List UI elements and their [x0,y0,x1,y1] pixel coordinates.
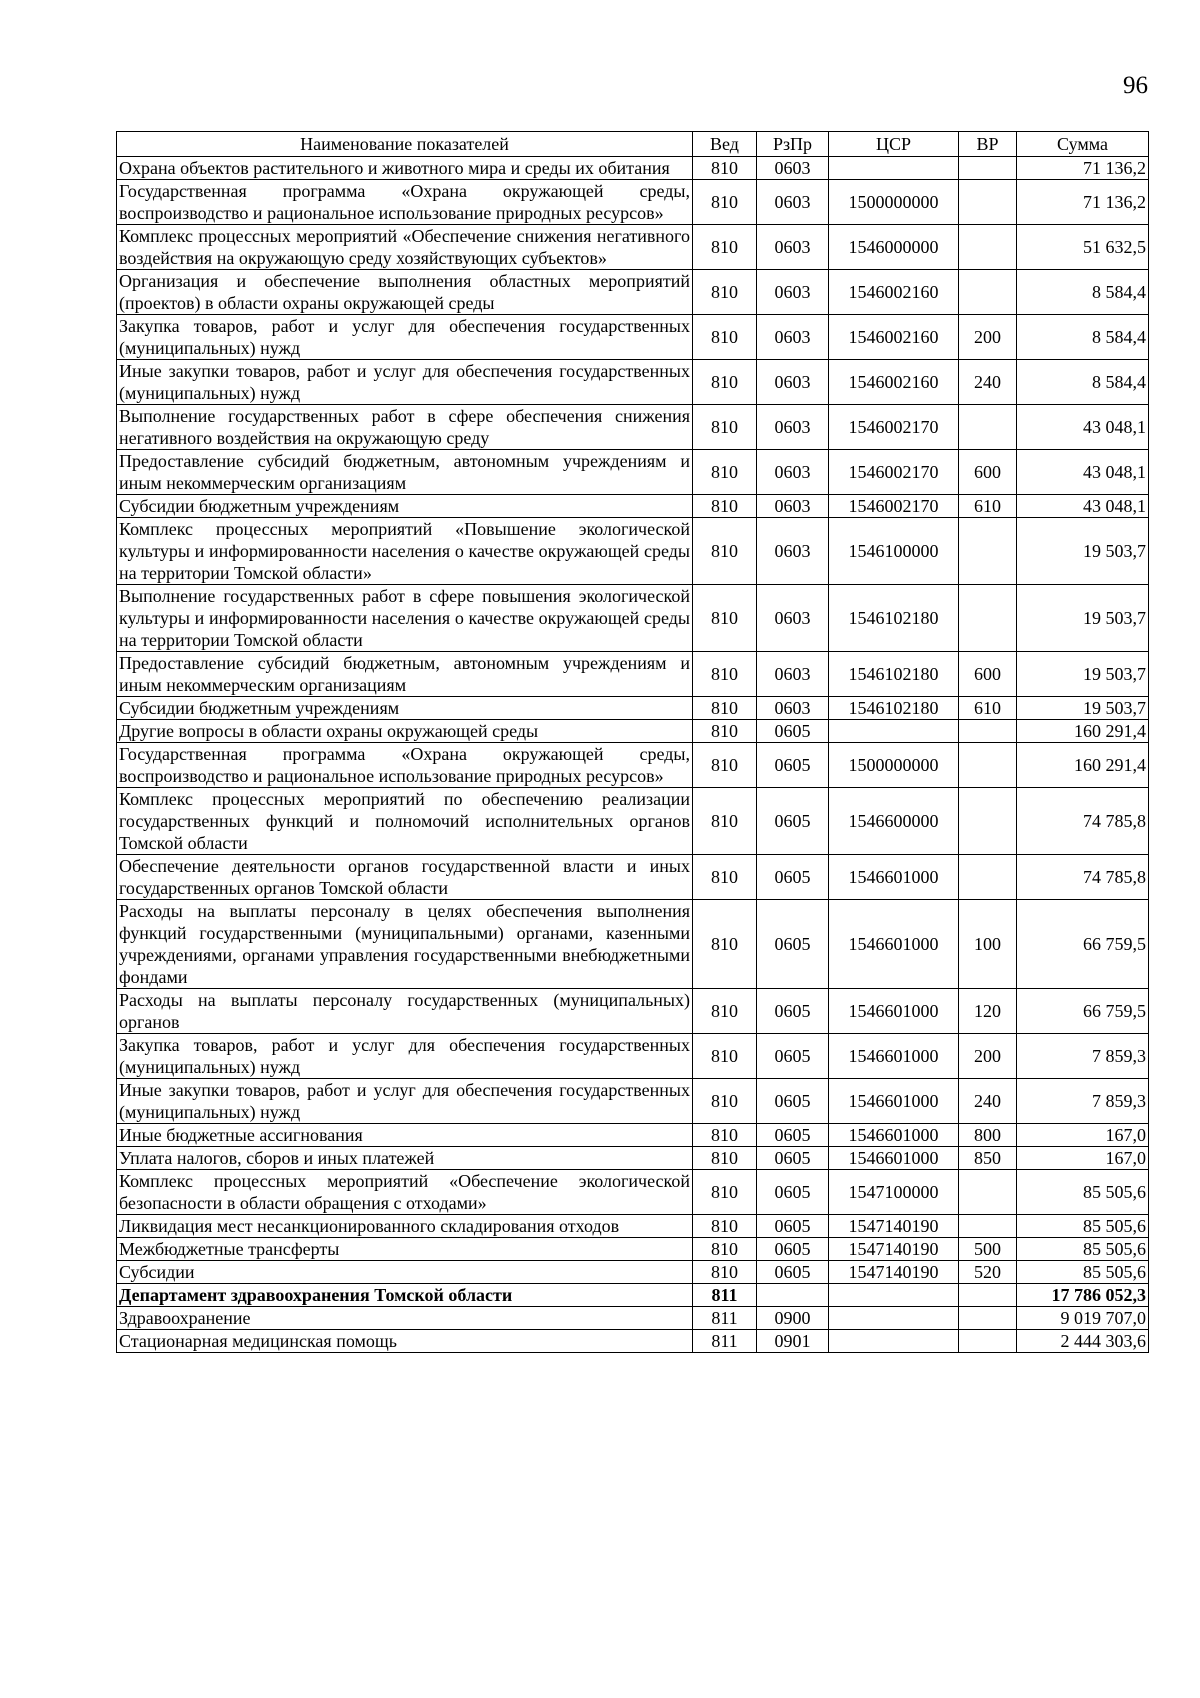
row-name: Закупка товаров, работ и услуг для обеспечения государственных (муниципальных) нужд [117,315,693,360]
row-csr: 1547100000 [829,1170,959,1215]
row-sum: 85 505,6 [1017,1170,1149,1215]
row-csr: 1546601000 [829,855,959,900]
row-sum: 66 759,5 [1017,900,1149,989]
row-ved: 810 [693,1170,757,1215]
row-sum: 43 048,1 [1017,495,1149,518]
row-ved: 810 [693,1215,757,1238]
row-ved: 810 [693,518,757,585]
row-name: Иные закупки товаров, работ и услуг для обеспечения государственных (муниципальных) нужд [117,360,693,405]
row-ved: 810 [693,989,757,1034]
table-row [117,1330,1149,1353]
row-ved: 810 [693,720,757,743]
row-csr [829,1284,959,1307]
row-vr [959,270,1017,315]
row-ved: 810 [693,225,757,270]
row-vr [959,1215,1017,1238]
row-name: Субсидии бюджетным учреждениям [117,495,693,518]
row-csr: 1546002170 [829,405,959,450]
row-rzpr: 0603 [757,157,829,180]
row-csr: 1547140190 [829,1215,959,1238]
table-row [117,1170,1149,1215]
row-csr: 1546102180 [829,585,959,652]
row-sum: 8 584,4 [1017,270,1149,315]
row-csr: 1546000000 [829,225,959,270]
row-vr [959,788,1017,855]
row-sum: 85 505,6 [1017,1215,1149,1238]
row-csr [829,157,959,180]
row-rzpr: 0605 [757,1215,829,1238]
row-ved: 811 [693,1284,757,1307]
row-csr: 1547140190 [829,1238,959,1261]
row-vr [959,1284,1017,1307]
row-rzpr: 0603 [757,270,829,315]
row-rzpr: 0603 [757,652,829,697]
row-rzpr: 0605 [757,1124,829,1147]
row-csr: 1547140190 [829,1261,959,1284]
row-rzpr: 0605 [757,720,829,743]
row-name: Иные закупки товаров, работ и услуг для обеспечения государственных (муниципальных) нужд [117,1079,693,1124]
row-name: Охрана объектов растительного и животного мира и среды их обитания [117,157,693,180]
row-name: Комплекс процессных мероприятий «Обеспечение снижения негативного воздействия на окружающую среду хозяйствующих субъектов» [117,225,693,270]
row-ved: 811 [693,1307,757,1330]
row-sum: 160 291,4 [1017,720,1149,743]
row-ved: 810 [693,743,757,788]
table-row [117,405,1149,450]
row-name: Департамент здравоохранения Томской области [117,1284,693,1307]
table-row [117,518,1149,585]
row-name: Иные бюджетные ассигнования [117,1124,693,1147]
row-vr: 500 [959,1238,1017,1261]
row-rzpr: 0605 [757,1238,829,1261]
row-vr: 610 [959,697,1017,720]
row-rzpr: 0605 [757,788,829,855]
row-sum: 19 503,7 [1017,697,1149,720]
row-vr: 240 [959,1079,1017,1124]
row-sum: 19 503,7 [1017,585,1149,652]
row-vr: 120 [959,989,1017,1034]
table-row [117,1034,1149,1079]
row-vr: 610 [959,495,1017,518]
row-sum: 74 785,8 [1017,855,1149,900]
row-csr: 1546600000 [829,788,959,855]
row-sum: 71 136,2 [1017,157,1149,180]
budget-table [116,131,1149,1353]
row-sum: 43 048,1 [1017,450,1149,495]
row-rzpr [757,1284,829,1307]
row-rzpr: 0603 [757,360,829,405]
row-ved: 810 [693,270,757,315]
row-vr: 520 [959,1261,1017,1284]
row-name: Комплекс процессных мероприятий «Обеспечение экологической безопасности в области обращения с отходами» [117,1170,693,1215]
table-row [117,315,1149,360]
row-rzpr: 0605 [757,855,829,900]
row-rzpr: 0605 [757,1034,829,1079]
row-sum: 2 444 303,6 [1017,1330,1149,1353]
row-csr: 1546102180 [829,697,959,720]
row-vr [959,180,1017,225]
row-name: Государственная программа «Охрана окружающей среды, воспроизводство и рациональное использование природных ресурсов» [117,743,693,788]
row-rzpr: 0603 [757,495,829,518]
row-name: Организация и обеспечение выполнения областных мероприятий (проектов) в области охраны окружающей среды [117,270,693,315]
row-sum: 167,0 [1017,1147,1149,1170]
row-sum: 85 505,6 [1017,1238,1149,1261]
row-name: Субсидии бюджетным учреждениям [117,697,693,720]
row-csr: 1546102180 [829,652,959,697]
row-csr: 1546002160 [829,315,959,360]
row-rzpr: 0603 [757,225,829,270]
table-row [117,225,1149,270]
row-rzpr: 0901 [757,1330,829,1353]
row-vr: 600 [959,450,1017,495]
row-vr [959,585,1017,652]
header-vr: ВР [959,132,1017,157]
row-name: Другие вопросы в области охраны окружающей среды [117,720,693,743]
row-ved: 810 [693,652,757,697]
row-sum: 9 019 707,0 [1017,1307,1149,1330]
row-name: Выполнение государственных работ в сфере обеспечения снижения негативного воздействия на окружающую среду [117,405,693,450]
row-ved: 810 [693,180,757,225]
row-vr: 200 [959,1034,1017,1079]
row-csr: 1546002160 [829,270,959,315]
row-ved: 810 [693,900,757,989]
row-name: Государственная программа «Охрана окружающей среды, воспроизводство и рациональное использование природных ресурсов» [117,180,693,225]
row-vr: 600 [959,652,1017,697]
row-sum: 66 759,5 [1017,989,1149,1034]
table-body [117,157,1149,1353]
row-ved: 810 [693,315,757,360]
row-ved: 811 [693,1330,757,1353]
row-rzpr: 0605 [757,1147,829,1170]
table-row [117,1124,1149,1147]
row-vr [959,743,1017,788]
table-row [117,1261,1149,1284]
page-number: 96 [1123,72,1148,99]
row-rzpr: 0603 [757,518,829,585]
row-rzpr: 0603 [757,450,829,495]
row-name: Обеспечение деятельности органов государственной власти и иных государственных органов Томской области [117,855,693,900]
header-rzpr: РзПр [757,132,829,157]
row-vr [959,518,1017,585]
table-row [117,585,1149,652]
row-vr [959,225,1017,270]
row-rzpr: 0605 [757,989,829,1034]
row-ved: 810 [693,157,757,180]
row-vr [959,1330,1017,1353]
row-ved: 810 [693,1147,757,1170]
row-csr: 1546002170 [829,450,959,495]
row-csr: 1546601000 [829,1079,959,1124]
row-sum: 17 786 052,3 [1017,1284,1149,1307]
row-name: Расходы на выплаты персоналу в целях обеспечения выполнения функций государственными (муниципальными) органами, казенными учреждениями, органами управления государственными внебюджетными фондами [117,900,693,989]
table-row [117,855,1149,900]
row-csr: 1546601000 [829,1034,959,1079]
header-csr: ЦСР [829,132,959,157]
row-vr: 240 [959,360,1017,405]
row-rzpr: 0605 [757,1170,829,1215]
row-rzpr: 0603 [757,585,829,652]
row-csr: 1546601000 [829,1124,959,1147]
row-sum: 8 584,4 [1017,315,1149,360]
row-sum: 85 505,6 [1017,1261,1149,1284]
header-sum: Сумма [1017,132,1149,157]
row-sum: 160 291,4 [1017,743,1149,788]
row-sum: 71 136,2 [1017,180,1149,225]
row-sum: 7 859,3 [1017,1079,1149,1124]
row-sum: 7 859,3 [1017,1034,1149,1079]
row-rzpr: 0603 [757,180,829,225]
row-sum: 19 503,7 [1017,518,1149,585]
table-row [117,697,1149,720]
table-row [117,157,1149,180]
table-row [117,788,1149,855]
row-vr [959,720,1017,743]
row-vr [959,405,1017,450]
row-name: Ликвидация мест несанкционированного складирования отходов [117,1215,693,1238]
row-rzpr: 0605 [757,1261,829,1284]
table-row [117,360,1149,405]
row-csr: 1546601000 [829,989,959,1034]
row-ved: 810 [693,585,757,652]
row-rzpr: 0603 [757,405,829,450]
row-csr: 1546002170 [829,495,959,518]
row-ved: 810 [693,405,757,450]
table-row [117,1284,1149,1307]
table-row [117,1079,1149,1124]
row-rzpr: 0603 [757,315,829,360]
table-row [117,180,1149,225]
row-vr: 200 [959,315,1017,360]
row-sum: 19 503,7 [1017,652,1149,697]
table-row [117,652,1149,697]
header-row [117,132,1149,157]
row-ved: 810 [693,495,757,518]
row-vr [959,1307,1017,1330]
row-rzpr: 0603 [757,697,829,720]
row-name: Закупка товаров, работ и услуг для обеспечения государственных (муниципальных) нужд [117,1034,693,1079]
row-csr: 1546100000 [829,518,959,585]
row-sum: 51 632,5 [1017,225,1149,270]
row-ved: 810 [693,1034,757,1079]
table-row [117,450,1149,495]
row-name: Здравоохранение [117,1307,693,1330]
row-rzpr: 0605 [757,743,829,788]
row-rzpr: 0605 [757,1079,829,1124]
row-name: Расходы на выплаты персоналу государственных (муниципальных) органов [117,989,693,1034]
row-vr: 100 [959,900,1017,989]
row-ved: 810 [693,1124,757,1147]
row-name: Межбюджетные трансферты [117,1238,693,1261]
row-csr [829,1307,959,1330]
row-ved: 810 [693,1079,757,1124]
row-ved: 810 [693,360,757,405]
table-row [117,1307,1149,1330]
table-row [117,989,1149,1034]
row-name: Комплекс процессных мероприятий по обеспечению реализации государственных функций и полномочий исполнительных органов Томской области [117,788,693,855]
row-sum: 8 584,4 [1017,360,1149,405]
row-sum: 43 048,1 [1017,405,1149,450]
table-row [117,1215,1149,1238]
row-rzpr: 0900 [757,1307,829,1330]
row-ved: 810 [693,788,757,855]
table-row [117,743,1149,788]
row-ved: 810 [693,1238,757,1261]
row-csr: 1546601000 [829,1147,959,1170]
row-name: Предоставление субсидий бюджетным, автономным учреждениям и иным некоммерческим организациям [117,652,693,697]
row-ved: 810 [693,855,757,900]
row-name: Стационарная медицинская помощь [117,1330,693,1353]
row-rzpr: 0605 [757,900,829,989]
table-row [117,270,1149,315]
row-vr: 800 [959,1124,1017,1147]
row-vr [959,157,1017,180]
row-name: Уплата налогов, сборов и иных платежей [117,1147,693,1170]
row-csr: 1500000000 [829,743,959,788]
row-csr [829,720,959,743]
row-csr [829,1330,959,1353]
row-name: Комплекс процессных мероприятий «Повышение экологической культуры и информированности населения о качестве окружающей среды на территории Томской области» [117,518,693,585]
row-sum: 167,0 [1017,1124,1149,1147]
table-row [117,720,1149,743]
row-ved: 810 [693,697,757,720]
header-name: Наименование показателей [117,132,693,157]
row-vr: 850 [959,1147,1017,1170]
row-ved: 810 [693,450,757,495]
row-vr [959,855,1017,900]
row-name: Предоставление субсидий бюджетным, автономным учреждениям и иным некоммерческим организациям [117,450,693,495]
table-row [117,1147,1149,1170]
row-ved: 810 [693,1261,757,1284]
row-csr: 1546601000 [829,900,959,989]
header-ved: Вед [693,132,757,157]
row-csr: 1500000000 [829,180,959,225]
row-csr: 1546002160 [829,360,959,405]
row-vr [959,1170,1017,1215]
table-row [117,1238,1149,1261]
table-row [117,900,1149,989]
row-sum: 74 785,8 [1017,788,1149,855]
row-name: Выполнение государственных работ в сфере повышения экологической культуры и информированности населения о качестве окружающей среды на территории Томской области [117,585,693,652]
row-name: Субсидии [117,1261,693,1284]
table-row [117,495,1149,518]
